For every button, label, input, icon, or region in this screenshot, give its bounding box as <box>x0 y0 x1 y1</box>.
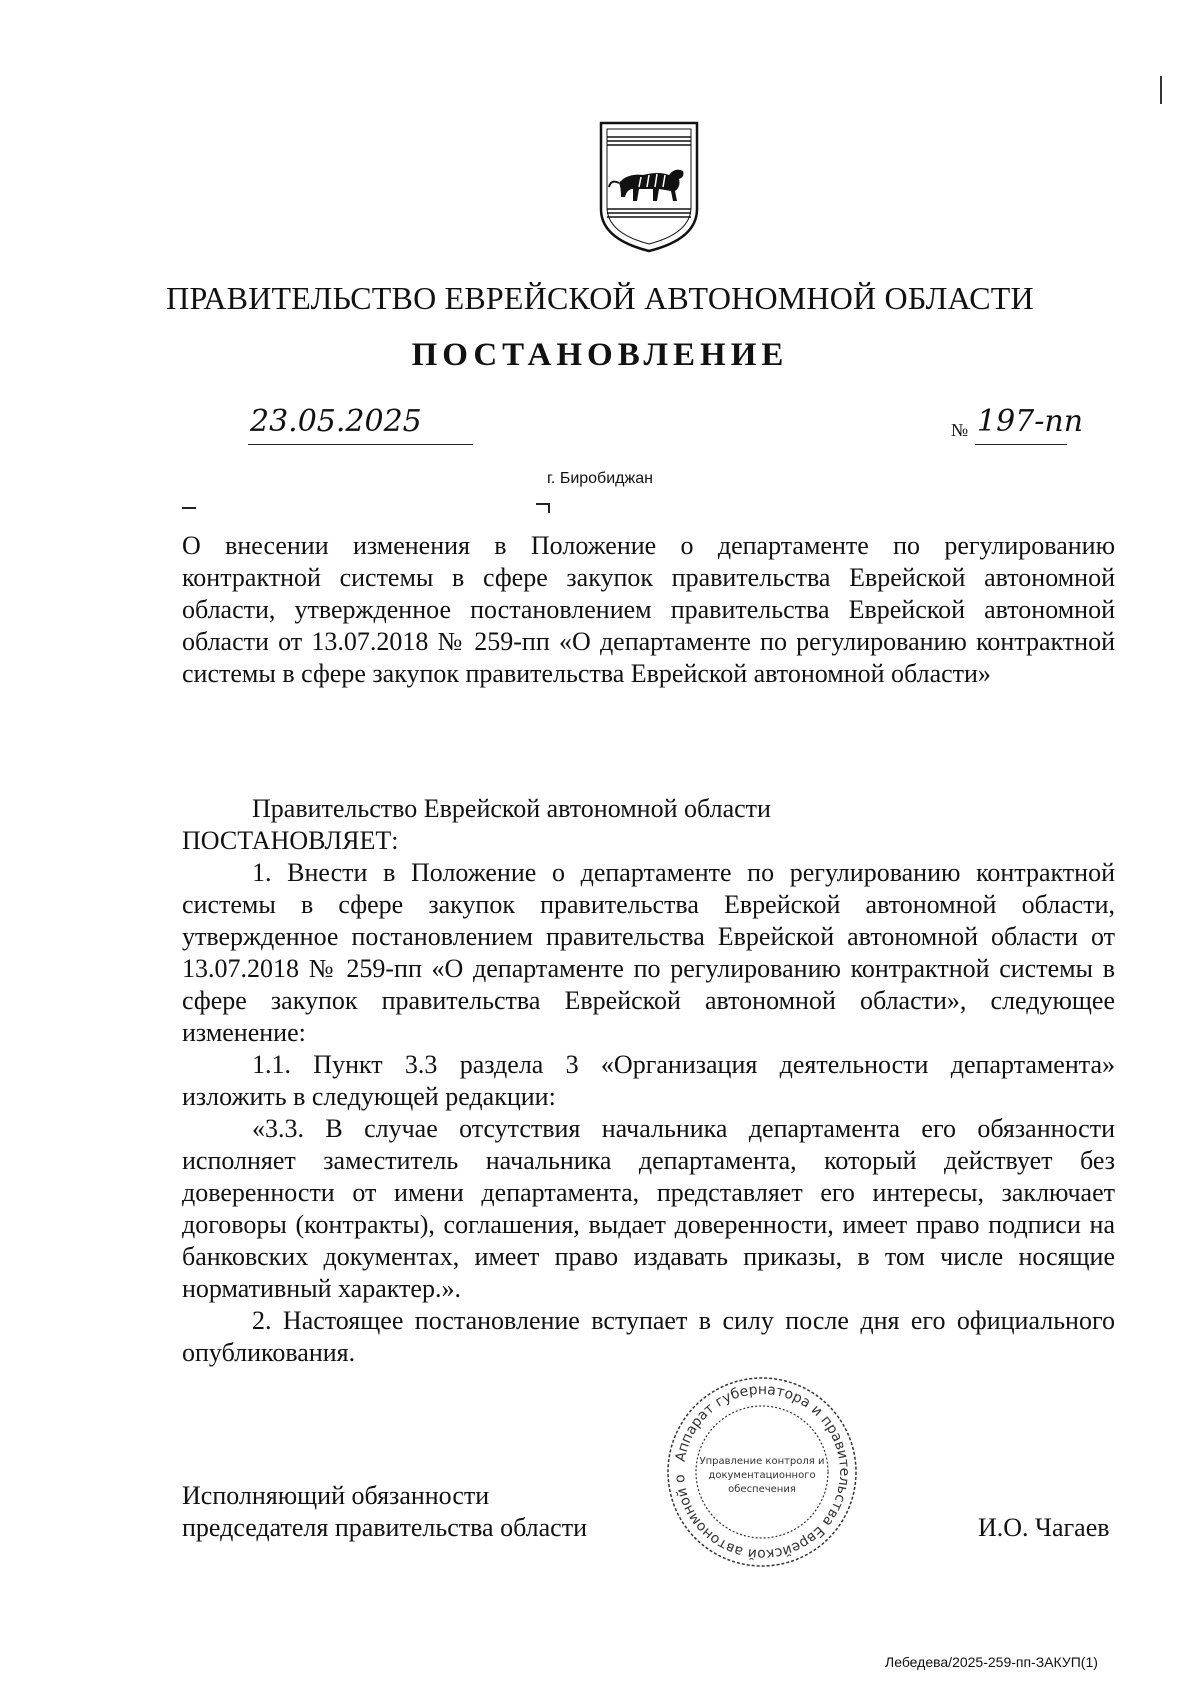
preamble-verb: ПОСТАНОВЛЯЕТ: <box>182 826 399 855</box>
number-handwritten: 197-пп <box>977 404 1084 439</box>
signatory-title <box>182 1480 587 1544</box>
svg-text:Аппарат губернатора и правител: Аппарат губернатора и правительства Еврейской автономной о <box>671 1381 853 1563</box>
preamble-org: Правительство Еврейской автономной области <box>252 794 771 823</box>
official-stamp <box>662 1372 862 1572</box>
date-handwritten: 23.05.2025 <box>250 404 422 439</box>
corner-mark-right <box>536 503 550 515</box>
signatory-name: И.О. Чагаев <box>978 1513 1110 1542</box>
clause-1: 1. Внести в Положение о департаменте по регулированию контрактной системы в сфере закупок правительства Еврейской автономной области, утвержденное постановлением правительства Еврейской автономной области от 13.07.2018 № 259-пп «О департаменте по регулированию контрактной системы в сфере закупок правительства Еврейской автономной области», следующее изменение: <box>182 858 1115 1047</box>
preamble <box>182 793 1115 857</box>
svg-text:обеспечения: обеспечения <box>728 1484 796 1495</box>
document-subject: О внесении изменения в Положение о департаменте по регулированию контрактной системы в сфере закупок правительства Еврейской автономной области, утвержденное постановлением правительства Еврейской автономной области от 13.07.2018 № 259-пп «О департаменте по регулированию контрактной системы в сфере закупок правительства Еврейской автономной области» <box>182 531 1115 688</box>
scan-edge-mark <box>1160 76 1162 104</box>
tiger-icon <box>609 170 684 201</box>
corner-mark-left <box>182 507 196 519</box>
organization-title: ПРАВИТЕЛЬСТВО ЕВРЕЙСКОЙ АВТОНОМНОЙ ОБЛАСТИ <box>166 280 1034 316</box>
number-label: № <box>951 420 969 440</box>
clause-1-1: 1.1. Пункт 3.3 раздела 3 «Организация деятельности департамента» изложить в следующей редакции: <box>182 1050 1115 1111</box>
clause-2: 2. Настоящее постановление вступает в силу после дня его официального опубликования. <box>182 1306 1115 1367</box>
footer-code: Лебедева/2025-259-пп-ЗАКУП(1) <box>885 1654 1098 1670</box>
coat-of-arms-emblem <box>589 117 709 257</box>
signatory-title-line1: Исполняющий обязанности <box>182 1481 490 1510</box>
signatory-title-line2: председателя правительства области <box>182 1513 587 1542</box>
city-line: г. Биробиджан <box>547 470 653 487</box>
clause-quote: «3.3. В случае отсутствия начальника департамента его обязанности исполняет заместитель начальника департамента, который действует без доверенности от имени департамента, представляет его интересы, заключает договоры (контракты), соглашения, выдает доверенности, имеет право подписи на банковских документах, имеет право издавать приказы, в том числе носящие нормативный характер.». <box>182 1114 1115 1303</box>
svg-text:Управление контроля и: Управление контроля и <box>699 1456 825 1467</box>
document-type-title: ПОСТАНОВЛЕНИЕ <box>411 337 789 373</box>
document-body <box>182 857 1115 1369</box>
svg-text:документационного: документационного <box>708 1470 816 1481</box>
